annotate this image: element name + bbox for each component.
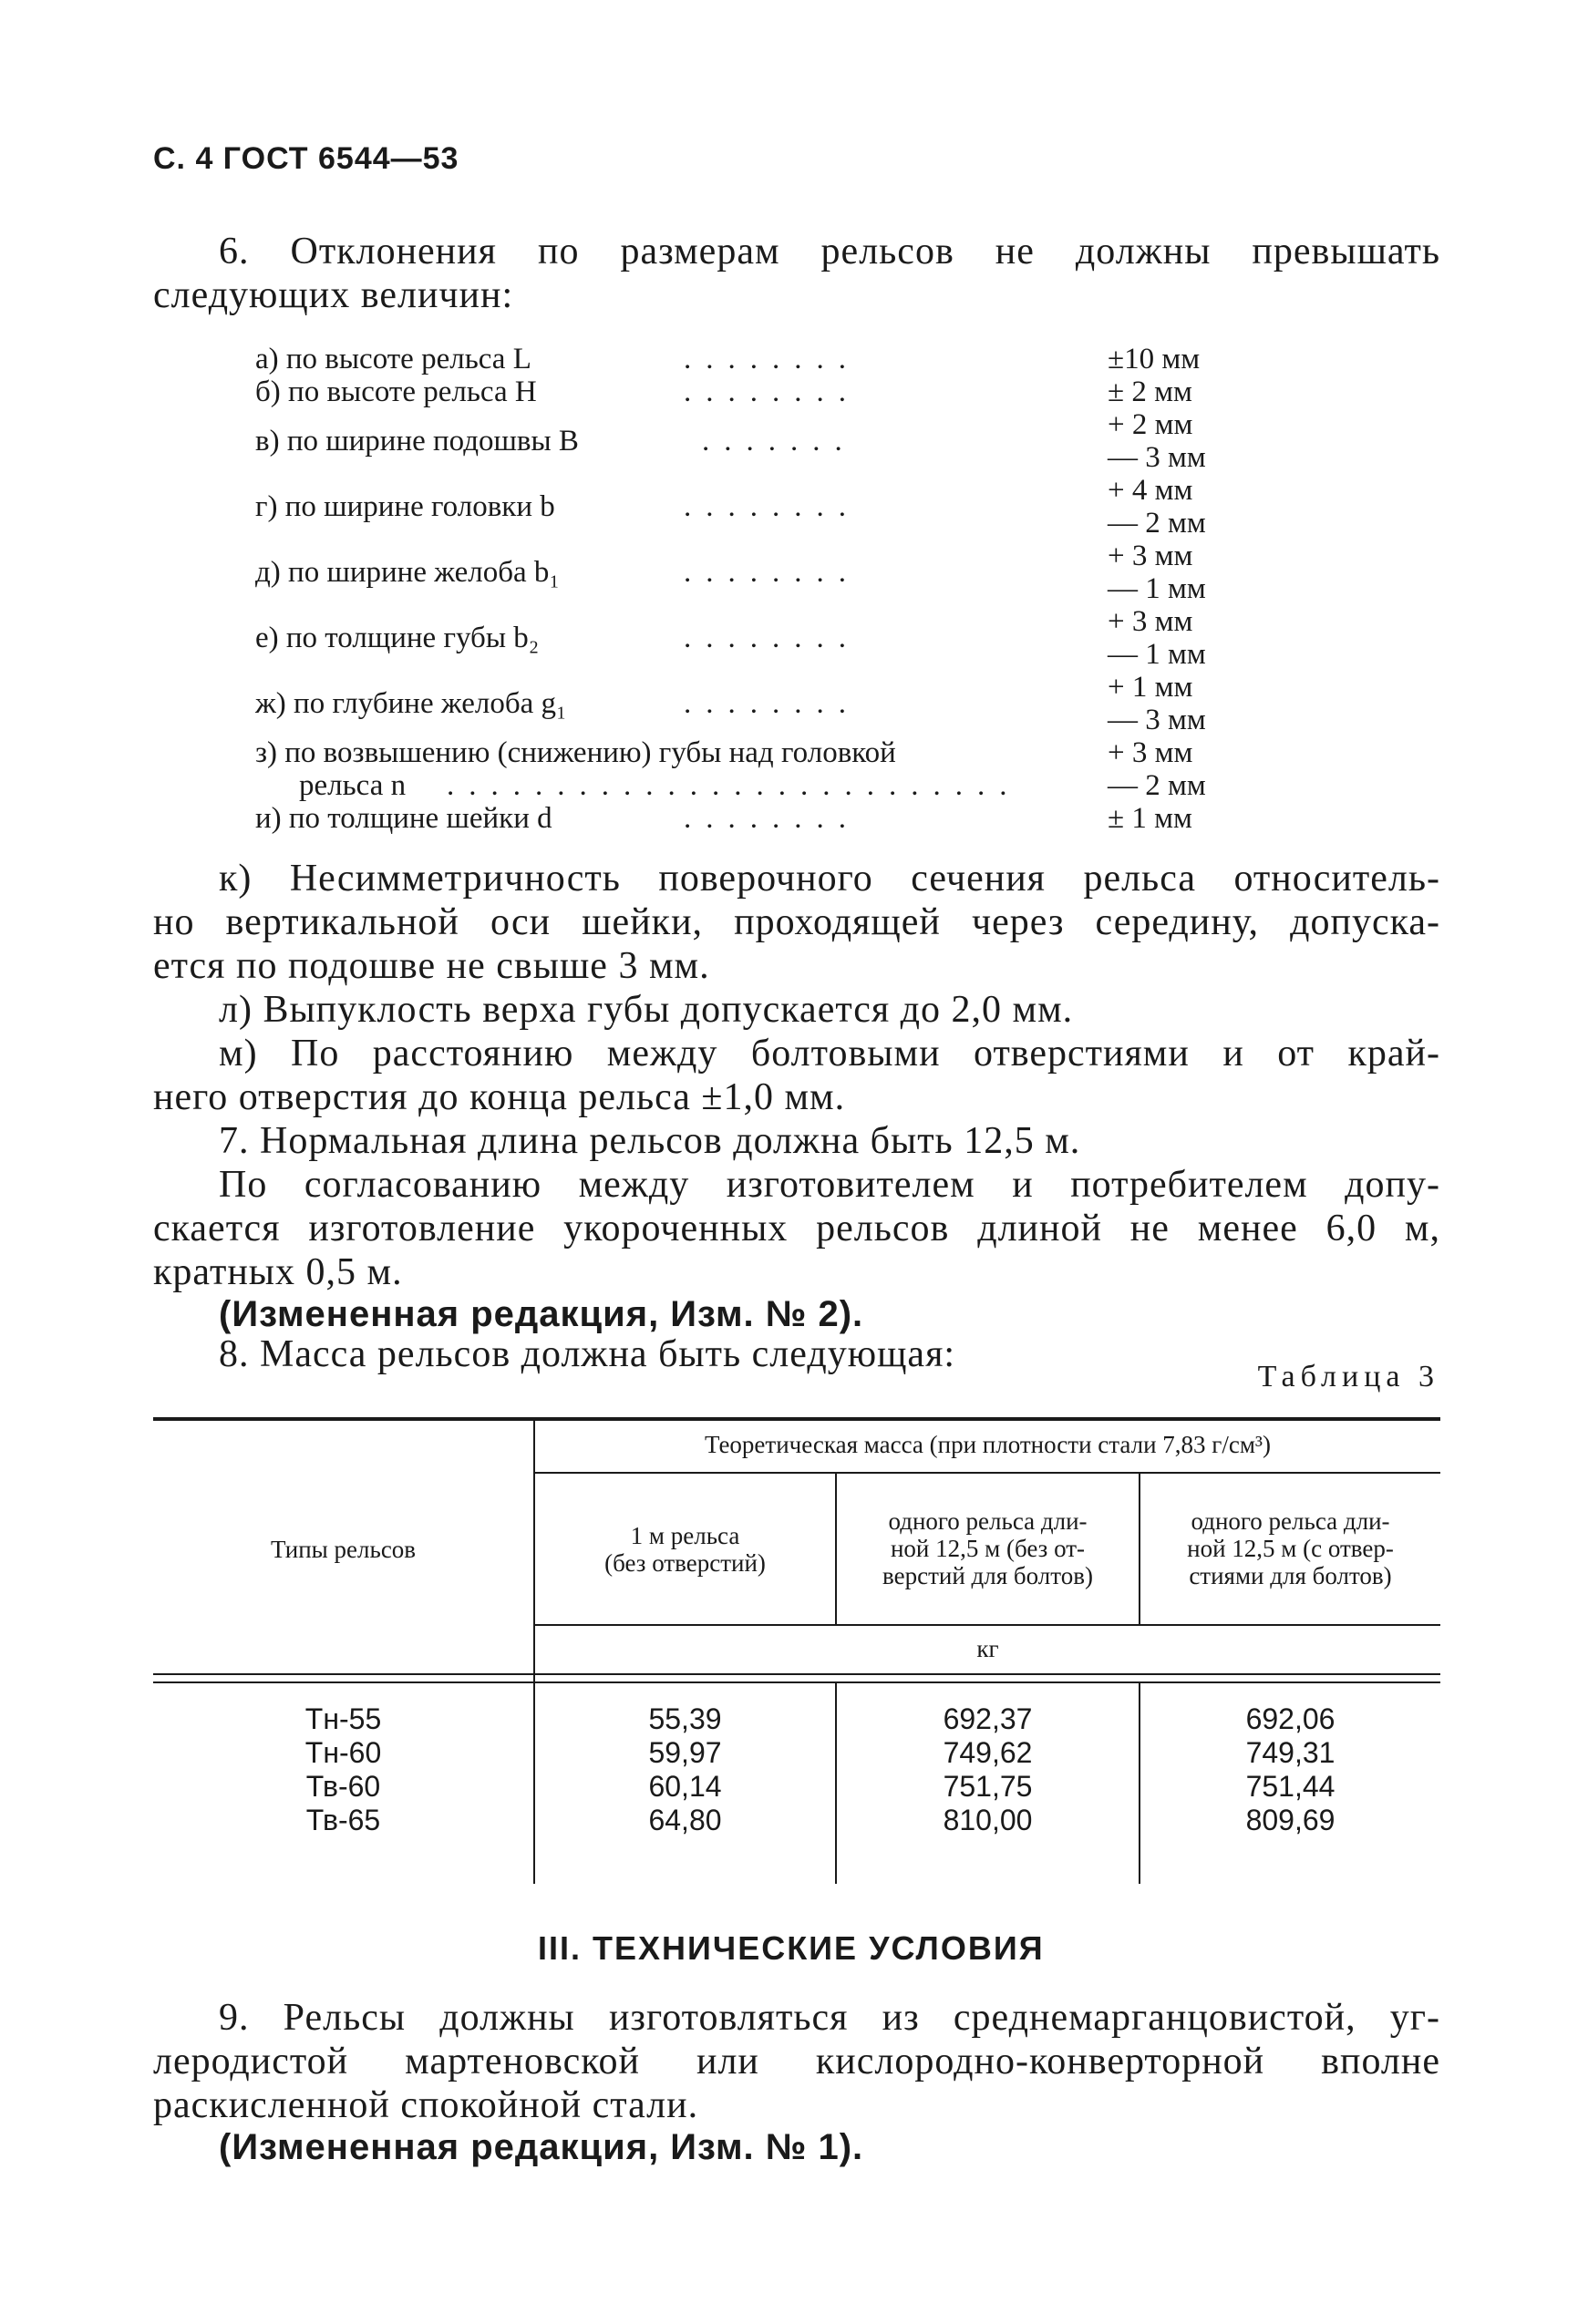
deviation-label: з) по возвышению (снижению) губы над головкой [255, 736, 896, 769]
deviation-label: д) по ширине желоба b₁ [255, 556, 560, 589]
amendment-1: (Измененная редакция, Изм. № 1). [219, 2127, 864, 2167]
page-header: С. 4 ГОСТ 6544—53 [153, 141, 459, 176]
deviation-value-minus: — 2 мм [1108, 769, 1206, 802]
deviation-label: б) по высоте рельса H [255, 375, 537, 408]
table-cell: 64,80 [648, 1804, 722, 1836]
table-cell: Тн-55 [304, 1702, 382, 1735]
deviation-value-minus: — 3 мм [1108, 704, 1206, 736]
deviation-i: и) по толщине шейки d ........ ± 1 мм [255, 802, 1192, 835]
pk-line1: к) Несимметричность поверочного сечения рельса относитель- [219, 858, 1440, 900]
col-header-group: Теоретическая масса (при плотности стали 7,83 г/см³) [704, 1431, 1272, 1458]
deviation-value-minus: — 3 мм [1108, 441, 1206, 474]
deviation-label: ж) по глубине желоба g₁ [255, 687, 567, 720]
table-cell: 749,31 [1245, 1736, 1336, 1769]
table-cell: Тв-60 [305, 1770, 381, 1803]
deviation-label: г) по ширине головки b [255, 490, 555, 523]
table-cell: 692,37 [943, 1702, 1033, 1735]
deviation-value: ±10 мм [1108, 343, 1201, 375]
table-cell: 59,97 [648, 1736, 722, 1769]
deviation-label-cont: рельса n [299, 769, 407, 802]
deviation-value-plus: + 3 мм [1108, 736, 1193, 769]
deviation-value: ± 1 мм [1108, 802, 1192, 835]
p7b-line1: По согласованию между изготовителем и потребителем допу- [219, 1164, 1440, 1206]
table-cell: 749,62 [943, 1736, 1033, 1769]
table-cell: 809,69 [1245, 1804, 1336, 1836]
col-header-unit: кг [976, 1635, 999, 1662]
pl: л) Выпуклость верха губы допускается до 2,0 мм. [219, 989, 1074, 1031]
col-mass-1m [535, 1702, 835, 1837]
table-cell: 810,00 [943, 1804, 1033, 1836]
col-mass-with-holes [1140, 1702, 1440, 1837]
p7: 7. Нормальная длина рельсов должна быть 12,5 м. [219, 1120, 1081, 1162]
col-header-sub2: одного рельса дли- ной 12,5 м (без от- верстий для болтов) [882, 1507, 1093, 1589]
deviation-value-plus: + 4 мм [1108, 474, 1193, 507]
deviation-zh: ж) по глубине желоба g₁ ........ + 1 мм — 3 мм [255, 671, 1206, 736]
p8: 8. Масса рельсов должна быть следующая: [219, 1333, 956, 1375]
deviation-d: д) по ширине желоба b₁ ........ + 3 мм — 1 мм [255, 540, 1206, 605]
deviation-value: ± 2 мм [1108, 375, 1192, 408]
deviation-value-minus: — 1 мм [1108, 638, 1206, 671]
deviation-label: в) по ширине подошвы B [255, 425, 579, 458]
table-cell: Тн-60 [304, 1736, 382, 1769]
col-types [153, 1702, 533, 1837]
deviation-value-plus: + 3 мм [1108, 605, 1193, 638]
p6-line1: 6. Отклонения по размерам рельсов не должны превышать [219, 231, 1440, 273]
section-title: III. ТЕХНИЧЕСКИЕ УСЛОВИЯ [538, 1929, 1045, 1967]
deviation-a: а) по высоте рельса L ........ ±10 мм [255, 343, 1201, 375]
deviation-value-plus: + 3 мм [1108, 540, 1193, 572]
col-header-sub1: 1 м рельса (без отверстий) [604, 1522, 766, 1577]
pk-line3: ется по подошве не свыше 3 мм. [153, 945, 710, 987]
deviation-label: е) по толщине губы b₂ [255, 622, 540, 654]
pm-line2: него отверстия до конца рельса ±1,0 мм. [153, 1076, 846, 1118]
deviation-value-minus: — 2 мм [1108, 507, 1206, 540]
deviation-v: в) по ширине подошвы B ....... + 2 мм — 3 мм [255, 408, 1206, 474]
p7b-line2: скается изготовление укороченных рельсов длиной не менее 6,0 м, [153, 1208, 1440, 1249]
p9-line3: раскисленной спокойной стали. [153, 2084, 699, 2126]
p7b-line3: кратных 0,5 м. [153, 1251, 403, 1293]
table-cell: 751,44 [1245, 1770, 1336, 1803]
amendment-2: (Измененная редакция, Изм. № 2). [219, 1294, 864, 1334]
p9-line2: леродистой мартеновской или кислородно-конверторной вполне [153, 2041, 1440, 2082]
deviation-value-plus: + 2 мм [1108, 408, 1193, 441]
deviation-e: е) по толщине губы b₂ ........ + 3 мм — 1 мм [255, 605, 1206, 671]
col-header-type: Типы рельсов [270, 1536, 417, 1563]
deviation-value-minus: — 1 мм [1108, 572, 1206, 605]
p9-line1: 9. Рельсы должны изготовляться из среднемарганцовистой, уг- [219, 1997, 1440, 2039]
col-mass-no-holes [837, 1702, 1139, 1837]
p6-line2: следующих величин: [153, 274, 514, 316]
deviation-label: и) по толщине шейки d [255, 802, 552, 835]
col-header-sub3: одного рельса дли- ной 12,5 м (с отвер- стиями для болтов) [1187, 1507, 1394, 1589]
deviation-g: г) по ширине головки b ........ + 4 мм — 2 мм [255, 474, 1206, 540]
table-cell: 751,75 [943, 1770, 1033, 1803]
deviation-b: б) по высоте рельса H ........ ± 2 мм [255, 375, 1192, 408]
table-cell: 55,39 [648, 1702, 722, 1735]
table-label: Таблица 3 [1257, 1360, 1439, 1393]
table-cell: Тв-65 [305, 1804, 381, 1836]
deviation-z: з) по возвышению (снижению) губы над головкой рельса n .......................... + 3 мм — 2 мм [255, 736, 1206, 802]
deviation-label: а) по высоте рельса L [255, 343, 531, 375]
table-cell: 692,06 [1245, 1702, 1336, 1735]
pk-line2: но вертикальной оси шейки, проходящей через середину, допуска- [153, 901, 1440, 943]
pm-line1: м) По расстоянию между болтовыми отверстиями и от край- [219, 1033, 1440, 1075]
deviation-value-plus: + 1 мм [1108, 671, 1193, 704]
table-cell: 60,14 [648, 1770, 722, 1803]
